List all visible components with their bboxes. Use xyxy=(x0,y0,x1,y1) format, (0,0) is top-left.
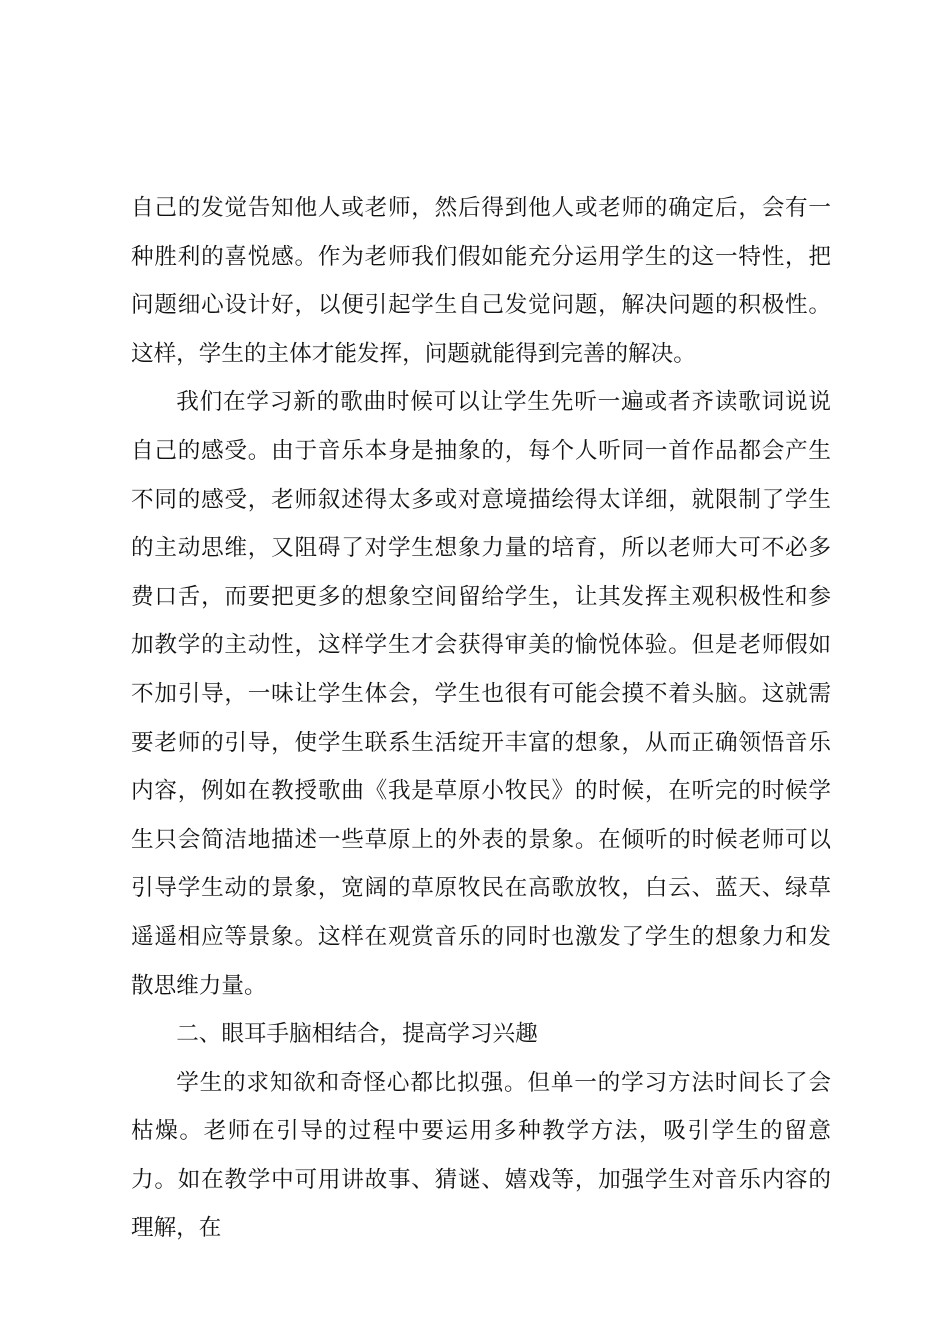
section-heading: 二、眼耳手脑相结合，提高学习兴趣 xyxy=(176,1021,538,1048)
document-body xyxy=(131,184,831,1253)
paragraph-teaching-methods: 学生的求知欲和奇怪心都比拟强。但单一的学习方法时间长了会枯燥。老师在引导的过程中要运用多种教学方法，吸引学生的留意力。如在教学中可用讲故事、猜谜、嬉戏等，加强学生对音乐内容的理解，在 xyxy=(131,1069,831,1242)
paragraph-song-learning: 我们在学习新的歌曲时候可以让学生先听一遍或者齐读歌词说说自己的感受。由于音乐本身是抽象的，每个人听同一首作品都会产生不同的感受，老师叙述得太多或对意境描绘得太详细，就限制了学生的主动思维，又阻碍了对学生想象力量的培育，所以老师大可不必多费口舌，而要把更多的想象空间留给学生，让其发挥主观积极性和参加教学的主动性，这样学生才会获得审美的愉悦体验。但是老师假如不加引导，一味让学生体会，学生也很有可能会摸不着头脑。这就需要老师的引导，使学生联系生活绽开丰富的想象，从而正确领悟音乐内容，例如在教授歌曲《我是草原小牧民》的时候，在听完的时候学生只会简洁地描述一些草原上的外表的景象。在倾听的时候老师可以引导学生动的景象，宽阔的草原牧民在高歌放牧，白云、蓝天、绿草遥遥相应等景象。这样在观赏音乐的同时也激发了学生的想象力和发散思维力量。 xyxy=(131,389,831,999)
paragraph-continuation: 自己的发觉告知他人或老师，然后得到他人或老师的确定后，会有一种胜利的喜悦感。作为老师我们假如能充分运用学生的这一特性，把问题细心设计好，以便引起学生自己发觉问题，解决问题的积极性。这样，学生的主体才能发挥，问题就能得到完善的解决。 xyxy=(131,195,831,367)
